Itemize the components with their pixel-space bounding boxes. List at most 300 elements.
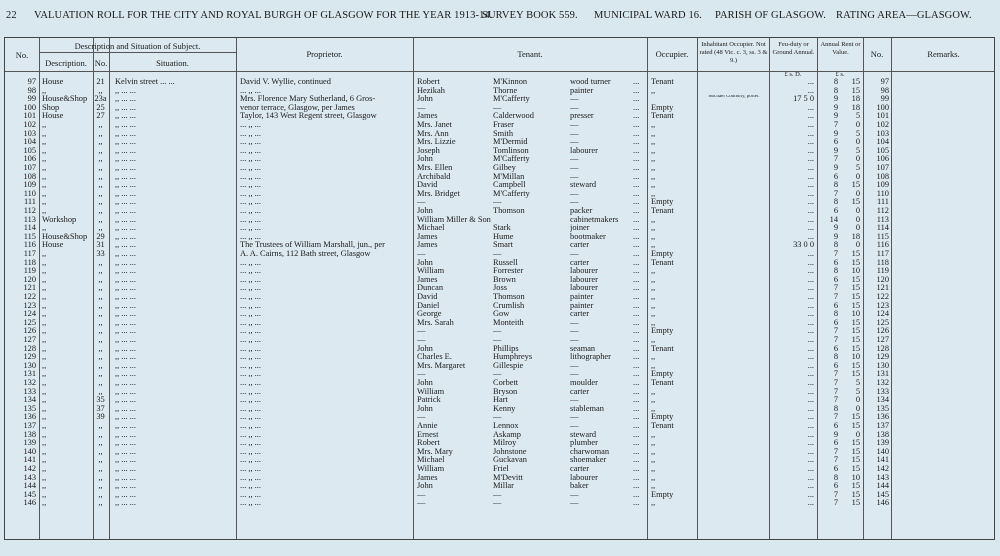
tenant-occupation: — [570,198,579,207]
tenant-surname: Russell [493,258,518,267]
subject-description: ,, [42,250,47,258]
feu-duty: ... [807,396,814,405]
tenant-first-name: — [417,370,426,379]
tenant-surname: Campbell [493,181,526,190]
subject-description: ,, [42,499,47,508]
roll-row [5,250,994,259]
tenant-surname: Johnstone [493,447,527,456]
tenant-leader: ... [633,327,640,336]
rent-shillings: 0 [855,189,860,198]
subject-description: ,, [42,473,47,482]
street-number: ,, [98,293,103,301]
tenant-occupation: — [570,370,579,379]
entry-no-right: 135 [876,404,889,413]
subject-description: ,, [42,387,47,396]
situation: ,, ... ... [115,258,136,267]
occupier: ,, [651,310,656,319]
street-number: ,, [98,499,103,508]
feu-duty: ... [807,336,814,344]
rent-shillings: 15 [851,301,860,310]
tenant-occupation: moulder [570,379,598,387]
situation: ,, ... ... [115,155,136,164]
rent-shillings: 0 [855,396,860,405]
tenant-first-name: Hezikah [417,86,445,95]
entry-no: 143 [23,473,36,482]
entry-no: 102 [23,121,36,129]
tenant-leader: ... [633,103,640,112]
tenant-first-name: Mrs. Ellen [417,164,453,172]
parish: PARISH OF GLASGOW. [715,10,827,21]
tenant-first-name: John [417,95,433,104]
entry-no: 140 [23,447,36,456]
tenant-first-name: David [417,293,438,301]
street-number: ,, [98,86,103,95]
roll-row [5,336,994,345]
header-proprietor: Proprietor. [306,49,343,59]
situation: ,, ... ... [115,301,136,310]
feu-duty: ... [807,413,814,422]
tenant-occupation: — [570,499,579,508]
entry-no: 139 [23,439,36,448]
entry-no: 145 [23,490,36,499]
rent-pounds: 8 [833,310,838,319]
rent-shillings: 0 [855,224,860,233]
feu-duty: ... [807,456,814,465]
entry-no: 112 [23,207,36,215]
tenant-occupation: — [570,103,579,112]
subject-description: ,, [42,301,47,310]
street-number: ,, [98,258,103,267]
entry-no-right: 139 [876,439,889,448]
occupier: ,, [651,232,656,241]
feu-duty: ... [807,172,814,181]
entry-no-right: 104 [876,138,889,147]
tenant-leader: ... [633,447,640,456]
street-number: ,, [98,284,103,293]
entry-no-right: 121 [876,284,889,293]
tenant-occupation: — [570,95,579,104]
roll-row [5,379,994,388]
situation: ,, ... ... [115,267,136,276]
tenant-first-name: John [417,379,433,387]
entry-no: 142 [23,465,36,473]
roll-row [5,112,994,121]
subject-description: ,, [42,164,47,172]
roll-row [5,78,994,87]
feu-duty: ... [807,78,814,86]
rent-shillings: 15 [851,293,860,301]
entry-no: 106 [23,155,36,164]
proprietor: ... ,, ... [240,439,261,448]
tenant-surname: Hart [493,396,508,405]
inhabitant-occupier: Michael Connolly, porter. [708,95,760,100]
rent-units: £ s. [835,71,845,78]
feu-duty: ... [807,439,814,448]
entry-no-right: 130 [876,361,889,370]
rent-shillings: 15 [851,439,860,448]
tenant-first-name: James [417,112,438,121]
situation: ,, ... ... [115,241,136,250]
tenant-occupation: labourer [570,146,598,155]
feu-duty: 33 0 0 [793,241,814,250]
proprietor: ... ,, ... [240,318,261,327]
subject-description: Shop [42,103,60,112]
street-number: 37 [96,404,105,413]
tenant-surname: — [493,490,502,499]
rent-pounds: 7 [833,327,838,336]
tenant-first-name: — [417,250,426,258]
situation: ,, ... ... [115,430,136,439]
subject-description: ,, [42,189,47,198]
situation: ,, ... ... [115,189,136,198]
entry-no-right: 99 [880,95,889,104]
entry-no: 124 [23,310,36,319]
tenant-surname: Milroy [493,439,517,448]
feu-duty: ... [807,353,814,362]
rent-shillings: 0 [855,155,860,164]
tenant-leader: ... [633,456,640,465]
tenant-leader: ... [633,172,640,181]
street-number: ,, [98,189,103,198]
tenant-first-name: — [417,327,426,336]
feu-duty: ... [807,198,814,207]
roll-row [5,259,994,268]
street-number: ,, [98,430,103,439]
rent-pounds: 6 [833,361,838,370]
tenant-occupation: — [570,189,579,198]
rent-shillings: 15 [851,198,860,207]
subject-description: ,, [42,422,47,430]
tenant-occupation: painter [570,293,594,301]
tenant-surname: Millar [493,482,514,491]
rent-shillings: 15 [851,413,860,422]
situation: ,, ... ... [115,499,136,508]
proprietor: ... ,, ... [240,267,261,276]
tenant-first-name: Mrs. Bridget [417,189,460,198]
tenant-leader: ... [633,121,640,129]
occupier: ,, [651,155,656,164]
subject-description: ,, [42,121,47,129]
tenant-leader: ... [633,241,640,250]
tenant-leader: ... [633,422,640,430]
rent-shillings: 15 [851,447,860,456]
tenant-leader: ... [633,439,640,448]
occupier: ,, [651,353,656,362]
subject-description: House&Shop [42,232,88,241]
entry-no-right: 116 [876,241,889,250]
roll-row [5,396,994,405]
entry-no: 117 [23,250,36,258]
proprietor: David V. Wyllie, continued [240,78,331,86]
subject-description: ,, [42,482,47,491]
tenant-surname: Bryson [493,387,518,396]
tenant-occupation: joiner [570,224,590,233]
tenant-occupation: — [570,490,579,499]
rent-pounds: 6 [833,344,838,353]
tenant-leader: ... [633,310,640,319]
subject-description: ,, [42,172,47,181]
tenant-first-name: Archibald [417,172,451,181]
tenant-occupation: presser [570,112,594,121]
situation: ,, ... ... [115,112,136,121]
entry-no: 118 [23,258,36,267]
proprietor: ... ,, ... [240,258,261,267]
tenant-surname: Gillespie [493,361,524,370]
subject-description: ,, [42,465,47,473]
entry-no: 105 [23,146,36,155]
feu-duty: ... [807,267,814,276]
tenant-surname: M'Devitt [493,473,523,482]
entry-no: 109 [23,181,36,190]
subject-description: ,, [42,258,47,267]
roll-row [5,353,994,362]
occupier: ,, [651,275,656,284]
proprietor: ... ,, ... [240,430,261,439]
street-number: 21 [96,78,105,86]
street-number: 25 [96,103,105,112]
tenant-first-name: Daniel [417,301,440,310]
entry-no: 135 [23,404,36,413]
feu-duty: ... [807,112,814,121]
tenant-first-name: — [417,413,426,422]
feu-duty: ... [807,155,814,164]
street-number: ,, [98,336,103,344]
proprietor: ... ,, ... [240,155,261,164]
roll-row [5,87,994,96]
tenant-leader: ... [633,473,640,482]
entry-no: 99 [27,95,36,104]
feu-duty: ... [807,121,814,129]
rent-shillings: 15 [851,284,860,293]
rent-pounds: 7 [833,413,838,422]
entry-no: 125 [23,318,36,327]
header-description-group: Description and Situation of Subject. [74,41,201,51]
tenant-first-name: Annie [417,422,438,430]
tenant-first-name: Mrs. Janet [417,121,452,129]
street-number: ,, [98,482,103,491]
roll-row [5,448,994,457]
subject-description: ,, [42,310,47,319]
proprietor: ... ,, ... [240,396,261,405]
subject-description: ,, [42,86,47,95]
subject-description: ,, [42,353,47,362]
roll-row [5,138,994,147]
tenant-surname: M'Cafferty [493,189,530,198]
tenant-surname: — [493,370,502,379]
tenant-first-name: John [417,344,433,353]
entry-no: 97 [27,78,36,86]
entry-no: 137 [23,422,36,430]
valuation-table [4,37,995,540]
entry-no-right: 138 [876,430,889,439]
roll-row [5,482,994,491]
tenant-first-name: Mrs. Margaret [417,361,466,370]
rent-pounds: 8 [833,86,838,95]
tenant-leader: ... [633,293,640,301]
entry-no-right: 109 [876,181,889,190]
proprietor: ... ,, ... [240,284,261,293]
entry-no: 116 [23,241,36,250]
situation: ,, ... ... [115,413,136,422]
occupier: ,, [651,447,656,456]
situation: ,, ... ... [115,121,136,129]
tenant-leader: ... [633,353,640,362]
tenant-occupation: painter [570,301,594,310]
tenant-occupation: steward [570,430,597,439]
header-annual-rent: Annual Rent or Value. [820,41,861,56]
entry-no: 100 [23,103,36,112]
roll-row [5,293,994,302]
tenant-occupation: — [570,396,579,405]
subject-description: ,, [42,439,47,448]
occupier: ,, [651,465,656,473]
situation: ,, ... ... [115,215,136,224]
tenant-occupation: lithographer [570,353,611,362]
street-number: ,, [98,473,103,482]
tenant-leader: ... [633,301,640,310]
rent-shillings: 15 [851,465,860,473]
roll-row [5,121,994,130]
occupier: ,, [651,301,656,310]
feu-duty: ... [807,258,814,267]
rent-pounds: 8 [833,267,838,276]
roll-row [5,345,994,354]
subject-description: House [42,112,64,121]
entry-no: 104 [23,138,36,147]
rent-pounds: 7 [833,379,838,387]
tenant-first-name: James [417,275,438,284]
entry-no-right: 128 [876,344,889,353]
occupier: Tenant [651,379,674,387]
street-number: ,, [98,353,103,362]
situation: ,, ... ... [115,250,136,258]
tenant-occupation: — [570,327,579,336]
entry-no: 128 [23,344,36,353]
entry-no-right: 140 [876,447,889,456]
tenant-leader: ... [633,232,640,241]
subject-description: ,, [42,447,47,456]
street-number: ,, [98,215,103,224]
subject-description: ,, [42,404,47,413]
situation: ,, ... ... [115,396,136,405]
street-number: ,, [98,344,103,353]
feu-duty: ... [807,490,814,499]
situation: ,, ... ... [115,310,136,319]
tenant-first-name: James [417,473,438,482]
tenant-occupation: shoemaker [570,456,607,465]
tenant-occupation: carter [570,258,590,267]
subject-description: ,, [42,430,47,439]
tenant-surname: Tomlinson [493,146,529,155]
occupier: ,, [651,224,656,233]
situation: Kelvin street ... ... [115,78,175,86]
tenant-surname: — [493,413,502,422]
rent-shillings: 5 [855,164,860,172]
rent-pounds: 8 [833,78,838,86]
rent-shillings: 15 [851,482,860,491]
proprietor: ... ,, ... [240,361,261,370]
tenant-surname: — [493,336,502,344]
header-situation: Situation. [156,58,189,68]
situation: ,, ... ... [115,456,136,465]
entry-no-right: 143 [876,473,889,482]
feu-duty: ... [807,181,814,190]
feu-duty: ... [807,447,814,456]
rent-shillings: 15 [851,490,860,499]
street-number: ,, [98,490,103,499]
roll-row [5,164,994,173]
rent-pounds: 9 [833,95,838,104]
rent-pounds: 7 [833,336,838,344]
situation: ,, ... ... [115,95,136,104]
rent-pounds: 9 [833,164,838,172]
tenant-surname: M'Millan [493,172,525,181]
tenant-surname: Hume [493,232,514,241]
feu-duty: ... [807,189,814,198]
occupier: ,, [651,456,656,465]
feu-duty: ... [807,146,814,155]
subject-description: ,, [42,413,47,422]
subject-description: ,, [42,129,47,138]
entry-no-right: 131 [876,370,889,379]
feu-duty: ... [807,275,814,284]
tenant-surname: Corbett [493,379,519,387]
tenant-first-name: David [417,181,438,190]
rating-area: RATING AREA—GLASGOW. [836,10,972,21]
tenant-first-name: John [417,258,433,267]
rent-shillings: 10 [851,473,860,482]
feu-duty: ... [807,344,814,353]
running-head [6,10,996,24]
rent-pounds: 9 [833,232,838,241]
proprietor: ... ,, ... [240,275,261,284]
rent-shillings: 5 [855,379,860,387]
street-number: ,, [98,198,103,207]
rent-pounds: 6 [833,207,838,215]
rent-pounds: 6 [833,465,838,473]
tenant-surname: Brown [493,275,516,284]
street-number: 31 [96,241,105,250]
rent-shillings: 0 [855,430,860,439]
situation: ,, ... ... [115,361,136,370]
tenant-surname: Smith [493,129,514,138]
entry-no-right: 127 [876,336,889,344]
tenant-occupation: — [570,250,579,258]
occupier: ,, [651,439,656,448]
rent-shillings: 15 [851,78,860,86]
street-number: ,, [98,327,103,336]
entry-no: 134 [23,396,36,405]
tenant-leader: ... [633,267,640,276]
roll-row [5,422,994,431]
tenant-occupation: labourer [570,267,598,276]
rent-shillings: 15 [851,327,860,336]
occupier: ,, [651,293,656,301]
situation: ,, ... ... [115,164,136,172]
proprietor: ... ,, ... [240,456,261,465]
tenant-leader: ... [633,215,640,224]
entry-no-right: 106 [876,155,889,164]
feu-duty: ... [807,482,814,491]
rent-shillings: 5 [855,129,860,138]
tenant-first-name: Robert [417,439,440,448]
entry-no-right: 144 [876,482,889,491]
subject-description: House [42,78,64,86]
street-number: ,, [98,129,103,138]
roll-row [5,310,994,319]
street-number: ,, [98,379,103,387]
rent-pounds: 7 [833,250,838,258]
